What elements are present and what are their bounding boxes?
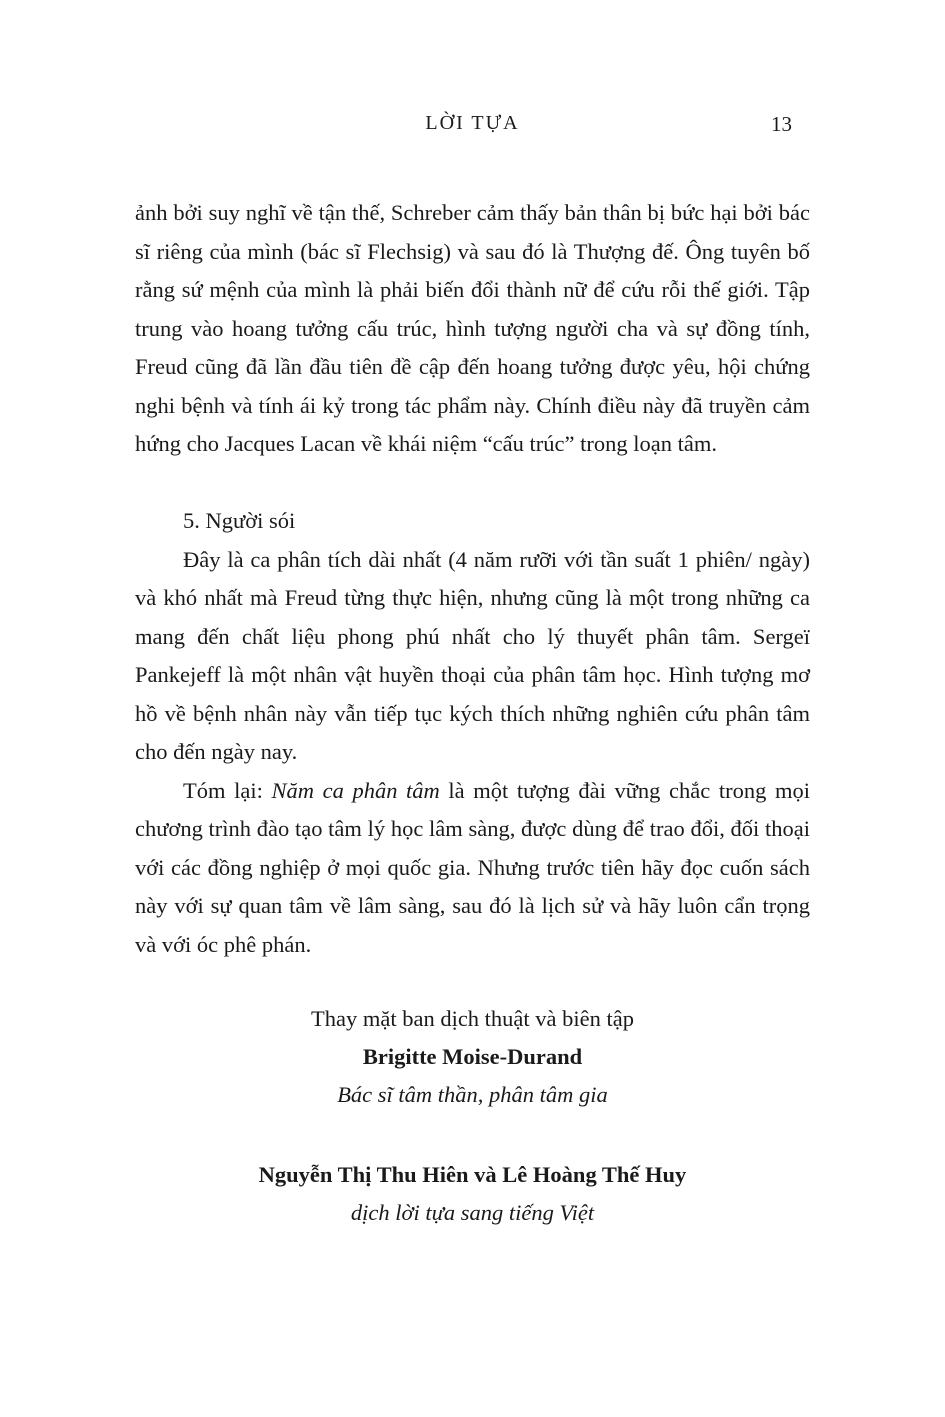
paragraph-wolfman: Đây là ca phân tích dài nhất (4 năm rưỡi với tần suất 1 phiên/ ngày) và khó nhất mà Freud từng thực hiện, nhưng cũng là một trong những ca mang đến chất liệu phong phú nhất cho lý thuyết phân tâm. Sergeï Pankejeff là một nhân vật huyền thoại của phân tâm học. Hình tượng mơ hồ về bệnh nhân này vẫn tiếp tục kých thích những nghiên cứu phân tâm cho đến ngày nay.: [135, 546, 810, 764]
chapter-title: LỜI TỰA: [425, 112, 520, 134]
translators-role: dịch lời tựa sang tiếng Việt: [350, 1200, 595, 1225]
translators-names: Nguyễn Thị Thu Hiên và Lê Hoàng Thế Huy: [258, 1162, 687, 1187]
section-heading: 5. Người sói: [183, 508, 296, 533]
signature-name-durand: Brigitte Moise-Durand: [362, 1044, 583, 1069]
running-header: [135, 112, 810, 142]
signature-block: [135, 1000, 810, 1232]
book-title-italic: Năm ca phân tâm: [271, 777, 440, 803]
page-number: 13: [771, 112, 792, 136]
paragraph-conclusion: [135, 772, 810, 965]
conclusion-rest: là một tượng đài vững chắc trong mọi chương trình đào tạo tâm lý học lâm sàng, được dùng để trao đổi, đối thoại với các đồng nghiệp ở mọi quốc gia. Nhưng trước tiên hãy đọc cuốn sách này với sự quan tâm về lâm sàng, sau đó là lịch sử và hãy luôn cẩn trọng và với óc phê phán.: [135, 777, 810, 957]
signature-title-durand: Bác sĩ tâm thần, phân tâm gia: [337, 1082, 608, 1107]
conclusion-prefix: Tóm lại:: [183, 777, 272, 803]
signature-role-line: Thay mặt ban dịch thuật và biên tập: [310, 1006, 635, 1031]
body-text: [135, 194, 810, 964]
paragraph-continuation: ảnh bởi suy nghĩ về tận thế, Schreber cảm thấy bản thân bị bức hại bởi bác sĩ riêng của mình (bác sĩ Flechsig) và sau đó là Thượng đế. Ông tuyên bố rằng sứ mệnh của mình là phải biến đổi thành nữ để cứu rỗi thế giới. Tập trung vào hoang tưởng cấu trúc, hình tượng người cha và sự đồng tính, Freud cũng đã lần đầu tiên đề cập đến hoang tưởng được yêu, hội chứng nghi bệnh và tính ái kỷ trong tác phẩm này. Chính điều này đã truyền cảm hứng cho Jacques Lacan về khái niệm “cấu trúc” trong loạn tâm.: [135, 200, 810, 456]
